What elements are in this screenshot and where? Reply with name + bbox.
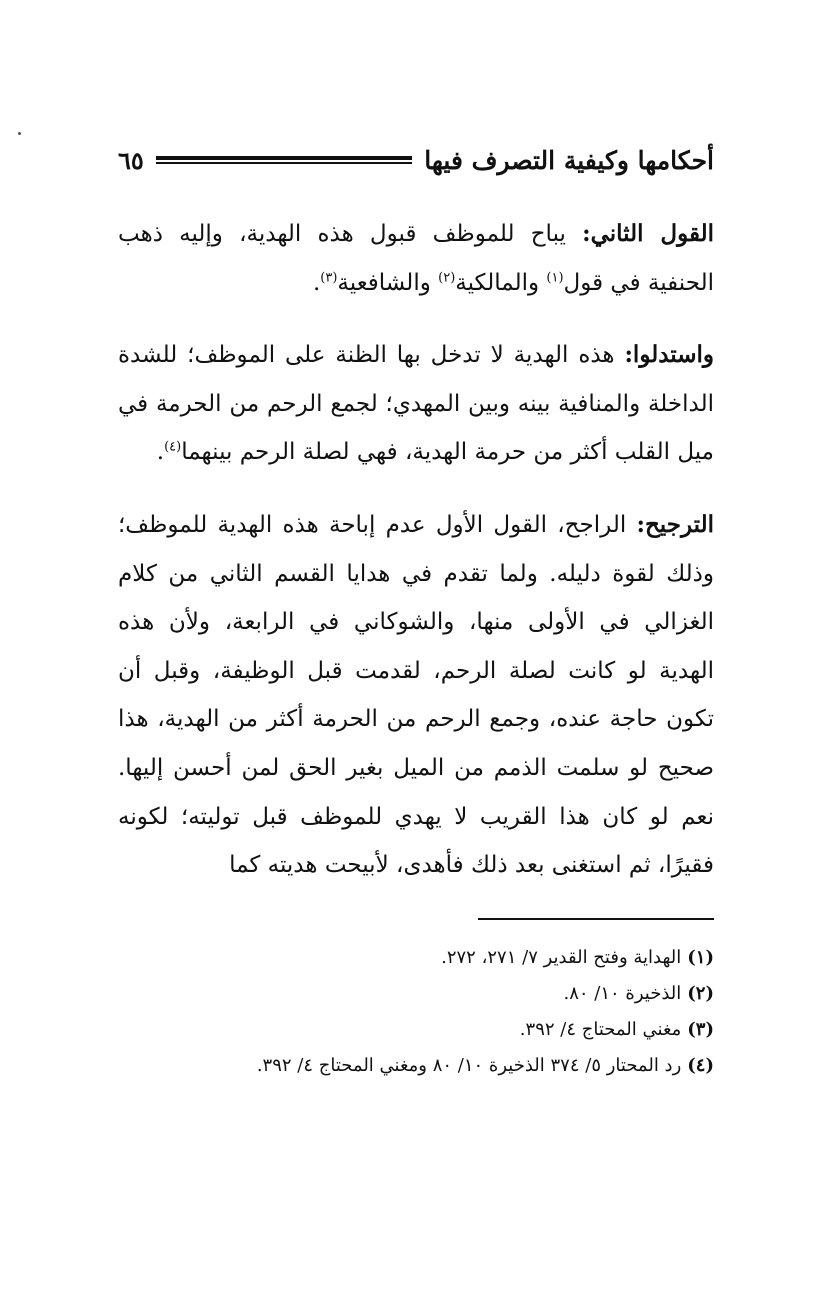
header-title: أحكامها وكيفية التصرف فيها <box>424 145 714 175</box>
footnote-text: مغني المحتاج ٤/ ٣٩٢. <box>519 1019 682 1040</box>
footnote-text: الذخيرة ١٠/ ٨٠. <box>563 983 682 1004</box>
paragraph-lead: الترجيح: <box>636 510 714 538</box>
running-header <box>118 140 714 180</box>
paragraph-second-opinion <box>118 210 714 307</box>
footnote <box>118 1048 714 1084</box>
footnote <box>118 976 714 1012</box>
footnote <box>118 940 714 976</box>
paragraph-evidence <box>118 331 714 477</box>
footnote-number: (٢) <box>687 983 714 1004</box>
footnote-number: (٣) <box>687 1019 714 1040</box>
scan-speck <box>18 132 21 135</box>
paragraph-text: والمالكية <box>455 269 540 296</box>
footnote-mark: (٢) <box>438 269 456 285</box>
footnote-text: الهداية وفتح القدير ٧/ ٢٧١، ٢٧٢. <box>441 947 682 968</box>
footnote-number: (١) <box>687 947 714 968</box>
paragraph-text: . <box>312 269 321 296</box>
paragraph-lead: واستدلوا: <box>624 341 714 369</box>
footnote-number: (٤) <box>687 1055 714 1076</box>
footnote-separator <box>478 918 714 920</box>
footnote-mark: (١) <box>546 269 564 285</box>
paragraph-lead: القول الثاني: <box>582 220 714 247</box>
page-number: ٦٥ <box>118 145 144 175</box>
footnote-mark: (٣) <box>320 269 338 285</box>
paragraph-text: هذه الهدية لا تدخل بها الظنة على الموظف؛ للشدة الداخلة والمنافية بينه وبين المهدي؛ لجمع الرحم من الحرمة في ميل القلب أكثر من حرمة الهدية، فهي لصلة الرحم بينهما <box>118 342 714 466</box>
paragraph-text: والشافعية <box>337 269 431 296</box>
footnotes <box>118 940 714 1084</box>
paragraph-text: الراجح، القول الأول عدم إباحة هذه الهدية للموظف؛ وذلك لقوة دليله. ولما تقدم في هدايا القسم الثاني من كلام الغزالي في الأولى منها، والشوكاني في الرابعة، ولأن هذه الهدية لو كانت لصلة الرحم، لقدمت قبل الوظيفة، وقبل أن تكون حاجة عنده، وجمع الرحم من الحرمة أكثر من الهدية، هذا صحيح لو سلمت الذمم من الميل بغير الحق لمن أحسن إليها. نعم لو كان هذا القريب لا يهدي للموظف قبل توليته؛ لكونه فقيرًا، ثم استغنى بعد ذلك فأهدى، لأبيحت هديته كما <box>118 511 714 879</box>
main-text <box>118 210 714 914</box>
paragraph-preference <box>118 501 714 890</box>
header-rule <box>156 155 413 165</box>
footnote-text: رد المحتار ٥/ ٣٧٤ الذخيرة ١٠/ ٨٠ ومغني المحتاج ٤/ ٣٩٢. <box>256 1055 682 1076</box>
footnote <box>118 1012 714 1048</box>
paragraph-text: . <box>156 439 165 466</box>
footnote-mark: (٤) <box>164 439 182 455</box>
paragraph-text: يباح للموظف قبول هذه الهدية، وإليه ذهب الحنفية في قول <box>118 221 714 296</box>
